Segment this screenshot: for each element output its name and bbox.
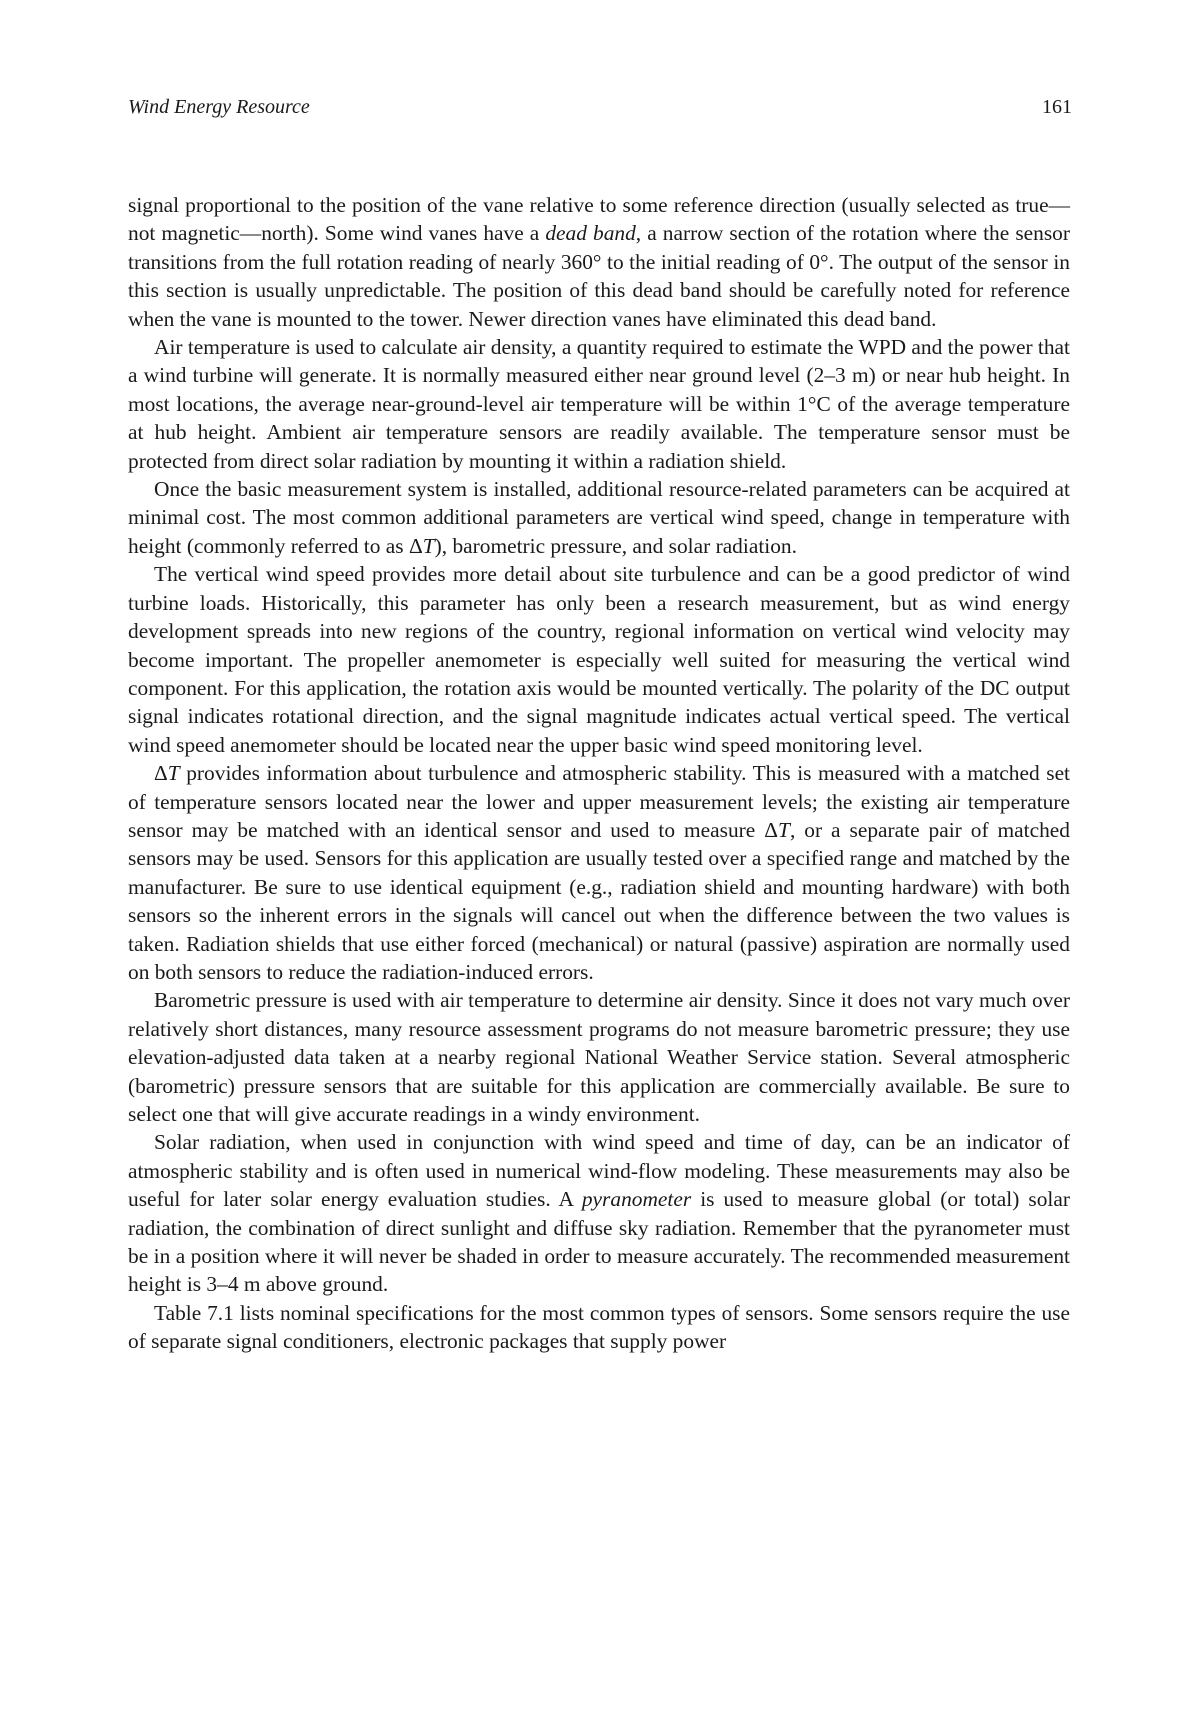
paragraph-delta-t	[128, 759, 1070, 986]
paragraph-table-reference: Table 7.1 lists nominal specifications for the most common types of sensors. Some sensors require the use of separate signal conditioners, electronic packages that supply power	[128, 1300, 1070, 1354]
paragraph-air-temperature: Air temperature is used to calculate air density, a quantity required to estimate the WPD and the power that a wind turbine will generate. It is normally measured either near ground level (2–3 m) or near hub height. In most locations, the average near-ground-level air temperature will be within 1°C of the average temperature at hub height. Ambient air temperature sensors are readily available. The temperature sensor must be protected from direct solar radiation by mounting it within a radiation shield.	[128, 335, 1070, 473]
paragraph-wind-vane	[128, 191, 1070, 333]
paragraph-barometric-pressure: Barometric pressure is used with air temperature to determine air density. Since it does not vary much over relatively short distances, many resource assessment programs do not measure barometric pressure; they use elevation-adjusted data taken at a nearby regional National Weather Service station. Several atmospheric (barometric) pressure sensors that are suitable for this application are commercially available. Be sure to select one that will give accurate readings in a windy environment.	[128, 988, 1070, 1126]
emphasis-symbol: T	[422, 533, 435, 558]
text-run: ), barometric pressure, and solar radiation.	[434, 533, 797, 558]
text-run: provides information about turbulence and atmospheric stability. This is measured with a matched set of temperature sensors located near the lower and upper measurement levels; the existing air temperature sensor may be matched with an identical sensor and used to measure Δ	[128, 761, 1070, 842]
paragraph-additional-parameters	[128, 475, 1070, 560]
emphasis-term: pyranometer	[581, 1187, 692, 1212]
text-run: Once the basic measurement system is installed, additional resource-related parameters can be acquired at minimal cost. The most common additional parameters are vertical wind speed, change in temperature with height (commonly referred to as Δ	[128, 477, 1070, 558]
text-run: , or a separate pair of matched sensors may be used. Sensors for this application are usually tested over a specified range and matched by the manufacturer. Be sure to use identical equipment (e.g., radiation shield and mounting hardware) with both sensors so the inherent errors in the signals will cancel out when the difference between the two values is taken. Radiation shields that use either forced (mechanical) or natural (passive) aspiration are normally used on both sensors to reduce the radiation-induced errors.	[128, 817, 1070, 984]
paragraph-solar-radiation	[128, 1128, 1070, 1298]
body-text	[128, 191, 1070, 1356]
text-run: Δ	[154, 761, 168, 786]
text-run: , a narrow section of the rotation where the sensor transitions from the full rotation reading of nearly 360° to the initial reading of 0°. The output of the sensor in this section is usually unpredictable. The position of this dead band should be carefully noted for reference when the vane is mounted to the tower. Newer direction vanes have eliminated this dead band.	[128, 221, 1070, 331]
emphasis-symbol: T	[778, 817, 790, 842]
emphasis-term: dead band	[545, 221, 636, 246]
text-run: is used to measure global (or total) solar radiation, the combination of direct sunlight and diffuse sky radiation. Remember that the pyranometer must be in a position where it will never be shaded in order to measure accurately. The recommended measurement height is 3–4 m above ground.	[128, 1187, 1070, 1297]
text-run: Solar radiation, when used in conjunction with wind speed and time of day, can be an indicator of atmospheric stability and is often used in numerical wind-flow modeling. These measurements may also be useful for later solar energy evaluation studies. A	[128, 1130, 1070, 1212]
page-header	[128, 96, 1072, 126]
emphasis-symbol: T	[167, 761, 180, 786]
paragraph-vertical-wind-speed: The vertical wind speed provides more detail about site turbulence and can be a good predictor of wind turbine loads. Historically, this parameter has only been a research measurement, but as wind energy development spreads into new regions of the country, regional information on vertical wind velocity may become important. The propeller anemometer is especially well suited for measuring the vertical wind component. For this application, the rotation axis would be mounted vertically. The polarity of the DC output signal indicates rotational direction, and the signal magnitude indicates actual vertical speed. The vertical wind speed anemometer should be located near the upper basic wind speed monitoring level.	[128, 562, 1070, 757]
running-title: Wind Energy Resource	[128, 96, 310, 118]
text-run: signal proportional to the position of the vane relative to some reference direction (usually selected as true—not magnetic—north). Some wind vanes have a	[128, 193, 1070, 246]
page-number: 161	[1042, 96, 1072, 118]
